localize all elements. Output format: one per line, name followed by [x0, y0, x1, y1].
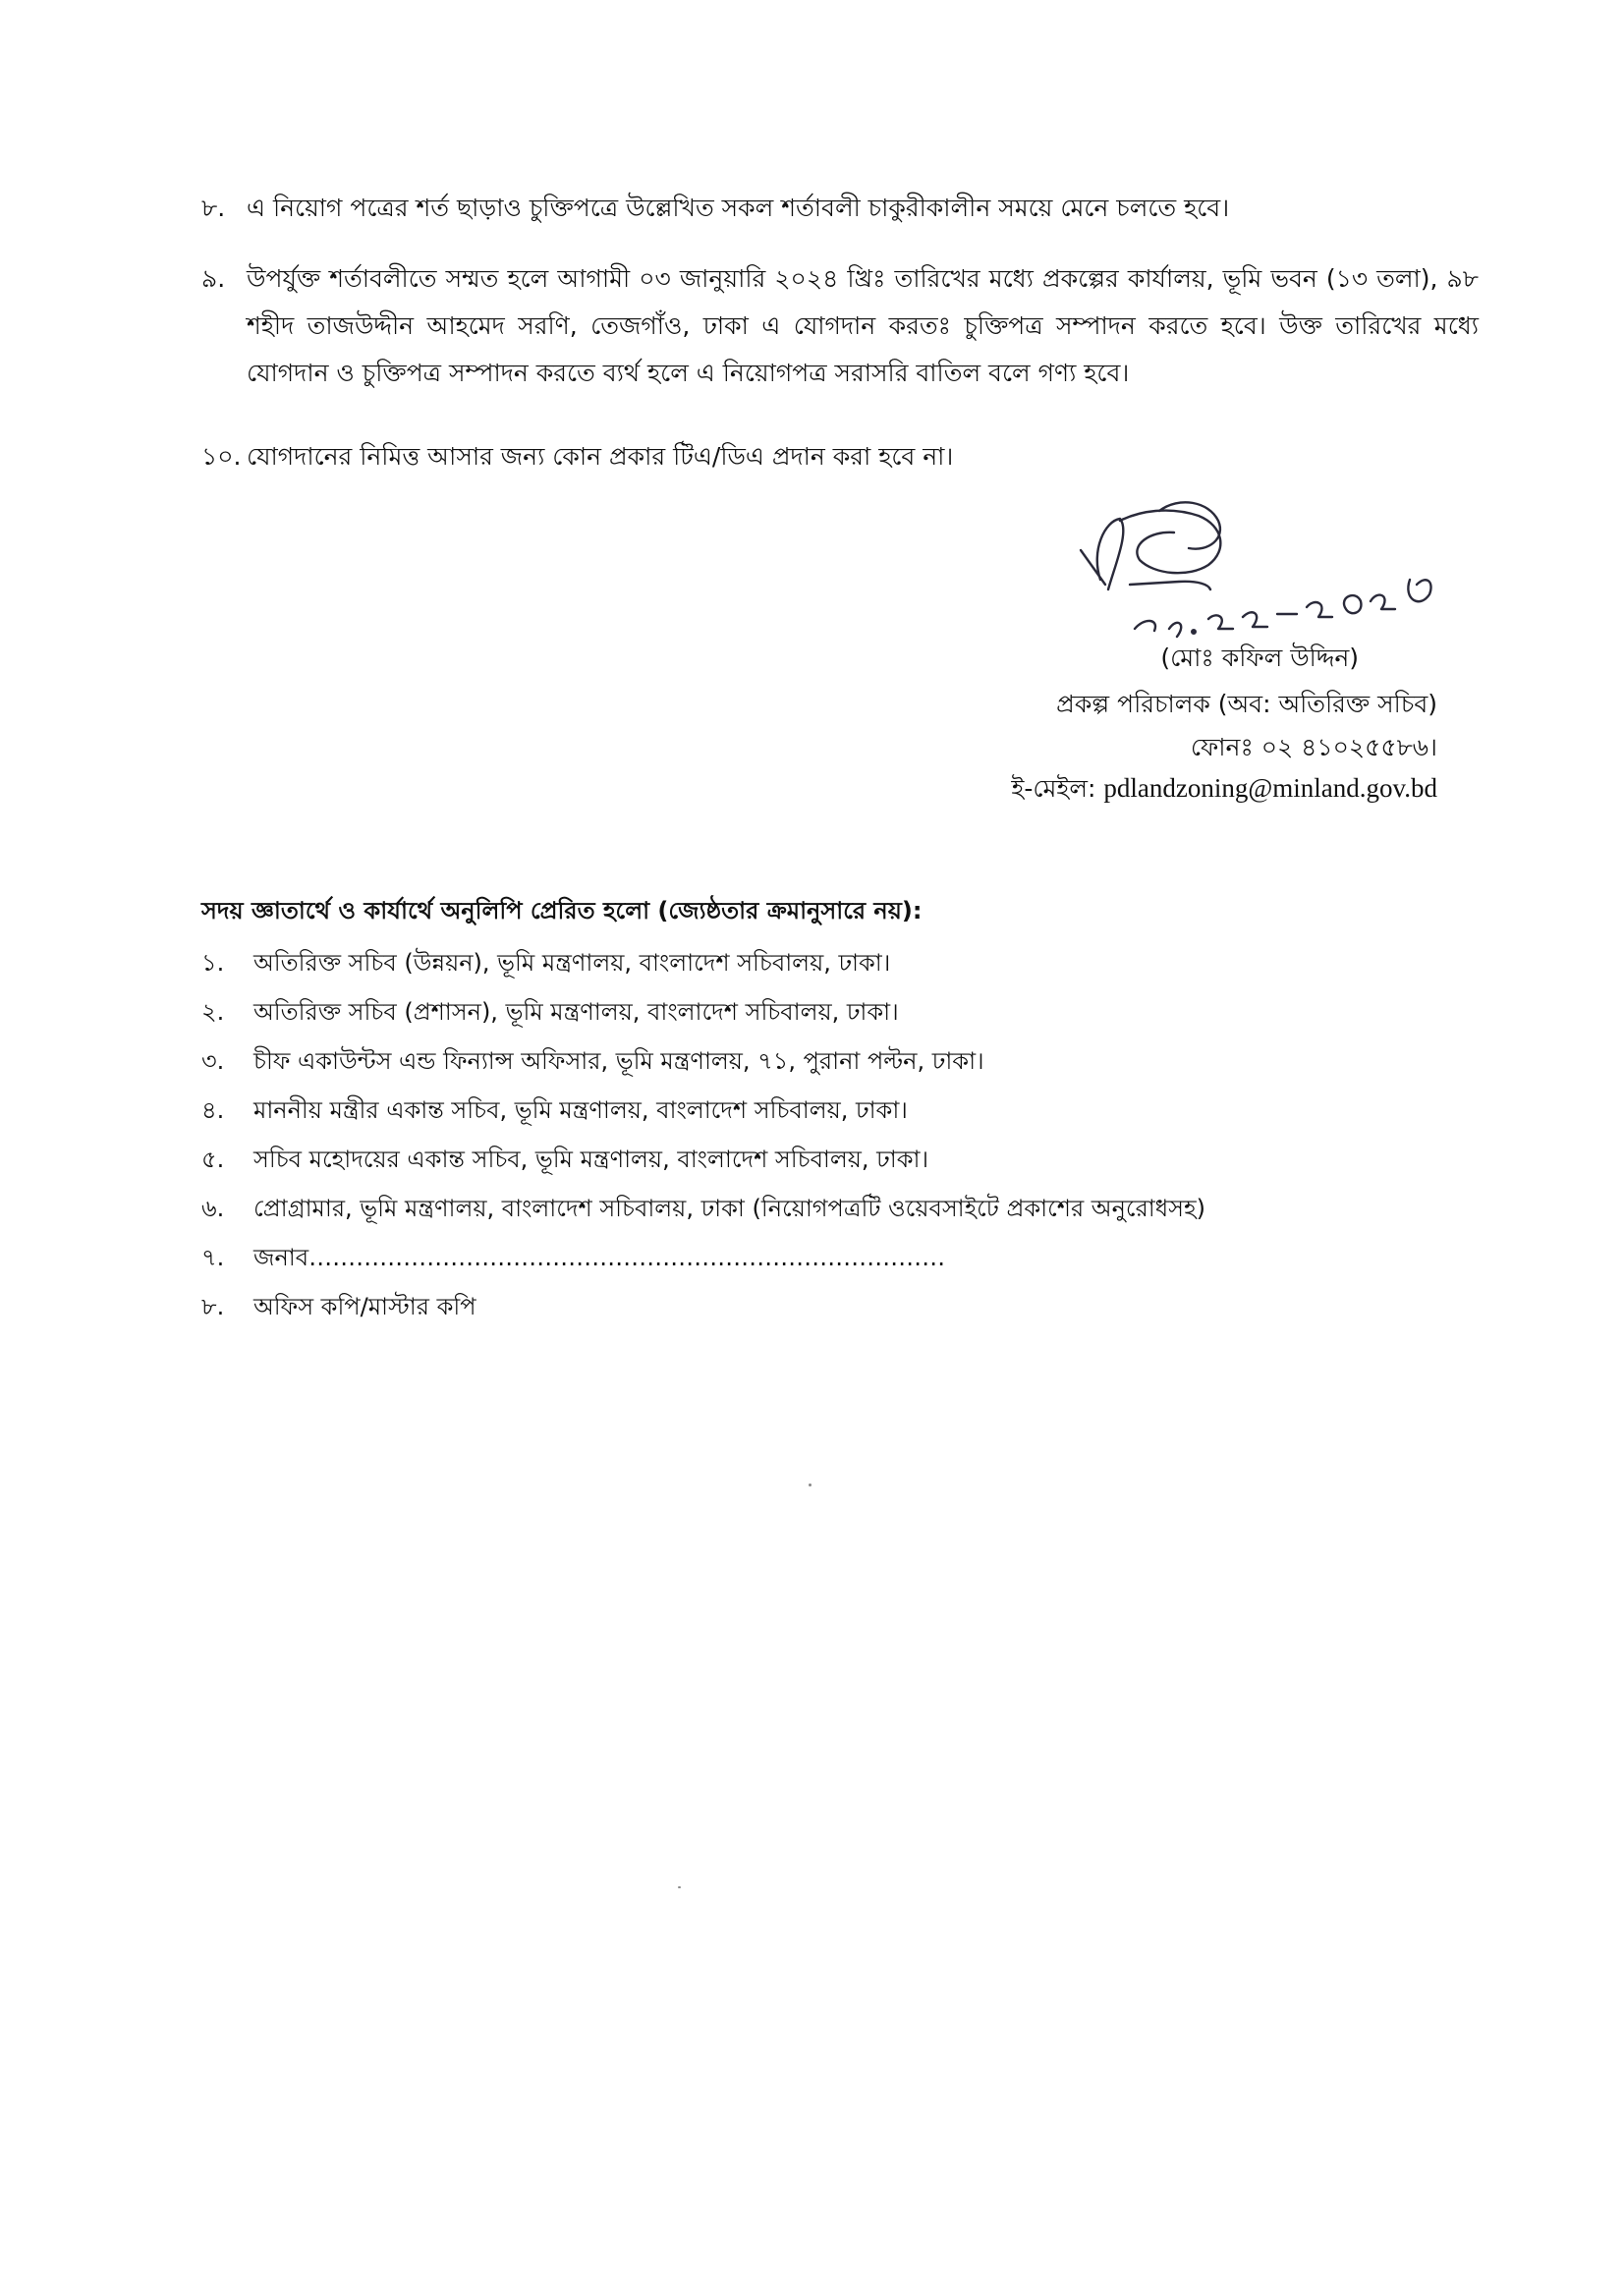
list-item-text: মাননীয় মন্ত্রীর একান্ত সচিব, ভূমি মন্ত্রণালয়, বাংলাদেশ সচিবালয়, ঢাকা।: [253, 1096, 908, 1124]
clause-number: ১০.: [201, 442, 242, 471]
list-item-text: অতিরিক্ত সচিব (উন্নয়ন), ভূমি মন্ত্রণালয়, বাংলাদেশ সচিবালয়, ঢাকা।: [253, 949, 891, 977]
email-address: pdlandzoning@minland.gov.bd: [1103, 773, 1437, 803]
list-item: [201, 1036, 1479, 1086]
list-item-number: ২.: [201, 998, 225, 1026]
signer-email: [1011, 773, 1437, 804]
list-item: [201, 1282, 1479, 1331]
list-item: [201, 1135, 1479, 1184]
list-item-number: ৭.: [201, 1244, 225, 1271]
list-item-number: ৫.: [201, 1146, 225, 1173]
list-item-number: ৩.: [201, 1047, 225, 1075]
list-item-text: সচিব মহোদয়ের একান্ত সচিব, ভূমি মন্ত্রণালয়, বাংলাদেশ সচিবালয়, ঢাকা।: [253, 1146, 929, 1173]
list-item-number: ৪.: [201, 1096, 225, 1124]
clause-8: [201, 185, 1479, 232]
scan-speck: [678, 1886, 681, 1888]
list-item-text: প্রোগ্রামার, ভূমি মন্ত্রণালয়, বাংলাদেশ সচিবালয়, ঢাকা (নিয়োগপত্রটি ওয়েবসাইটে প্রকাশের অনুরোধসহ): [253, 1195, 1206, 1222]
list-item-text: জনাব………………………………………………………………………: [253, 1244, 946, 1271]
list-item: [201, 938, 1479, 987]
list-item: [201, 1233, 1479, 1282]
list-item: [201, 1086, 1479, 1135]
clause-number: ৮.: [201, 194, 226, 222]
email-label: ই-মেইল:: [1011, 774, 1104, 803]
scan-speck: [809, 1484, 812, 1486]
copy-heading: সদয় জ্ঞাতার্থে ও কার্যার্থে অনুলিপি প্রেরিত হলো (জ্যেষ্ঠতার ক্রমানুসারে নয়):: [201, 897, 923, 924]
clause-text: এ নিয়োগ পত্রের শর্ত ছাড়াও চুক্তিপত্রে উল্লেখিত সকল শর্তাবলী চাকুরীকালীন সময়ে মেনে চলতে হবে।: [247, 194, 1230, 222]
list-item-text: অফিস কপি/মাস্টার কপি: [253, 1293, 476, 1320]
list-item-text: অতিরিক্ত সচিব (প্রশাসন), ভূমি মন্ত্রণালয়, বাংলাদেশ সচিবালয়, ঢাকা।: [253, 998, 899, 1026]
list-item: [201, 987, 1479, 1036]
signer-phone: ফোনঃ ০২ ৪১০২৫৫৮৬।: [1190, 733, 1437, 761]
clause-10: [201, 433, 1479, 480]
list-item-number: ৬.: [201, 1195, 225, 1222]
list-item-number: ৮.: [201, 1293, 225, 1320]
list-item: [201, 1184, 1479, 1233]
list-item-number: ১.: [201, 949, 225, 977]
signer-name: (মোঃ কফিল উদ্দিন): [1160, 644, 1359, 672]
copy-list: [201, 938, 1479, 1331]
handwritten-signature: [1061, 491, 1493, 639]
list-item-text: চীফ একাউন্টস এন্ড ফিন্যান্স অফিসার, ভূমি মন্ত্রণালয়, ৭১, পুরানা পল্টন, ঢাকা।: [253, 1047, 984, 1075]
clause-text: উপর্যুক্ত শর্তাবলীতে সম্মত হলে আগামী ০৩ জানুয়ারি ২০২৪ খ্রিঃ তারিখের মধ্যে প্রকল্পের কার্যালয়, ভূমি ভবন (১৩ তলা), ৯৮ শহীদ তাজউদ্দীন আহমেদ সরণি, তেজগাঁও, ঢাকা এ যোগদান করতঃ চুক্তিপত্র সম্পাদন করতে হবে। উক্ত তারিখের মধ্যে যোগদান ও চুক্তিপত্র সম্পাদন করতে ব্যর্থ হলে এ নিয়োগপত্র সরাসরি বাতিল বলে গণ্য হবে।: [247, 264, 1479, 387]
clause-text: যোগদানের নিমিত্ত আসার জন্য কোন প্রকার টিএ/ডিএ প্রদান করা হবে না।: [247, 442, 954, 471]
signer-designation: প্রকল্প পরিচালক (অব: অতিরিক্ত সচিব): [1056, 690, 1437, 718]
clause-9: [201, 255, 1479, 397]
clause-number: ৯.: [201, 264, 226, 293]
